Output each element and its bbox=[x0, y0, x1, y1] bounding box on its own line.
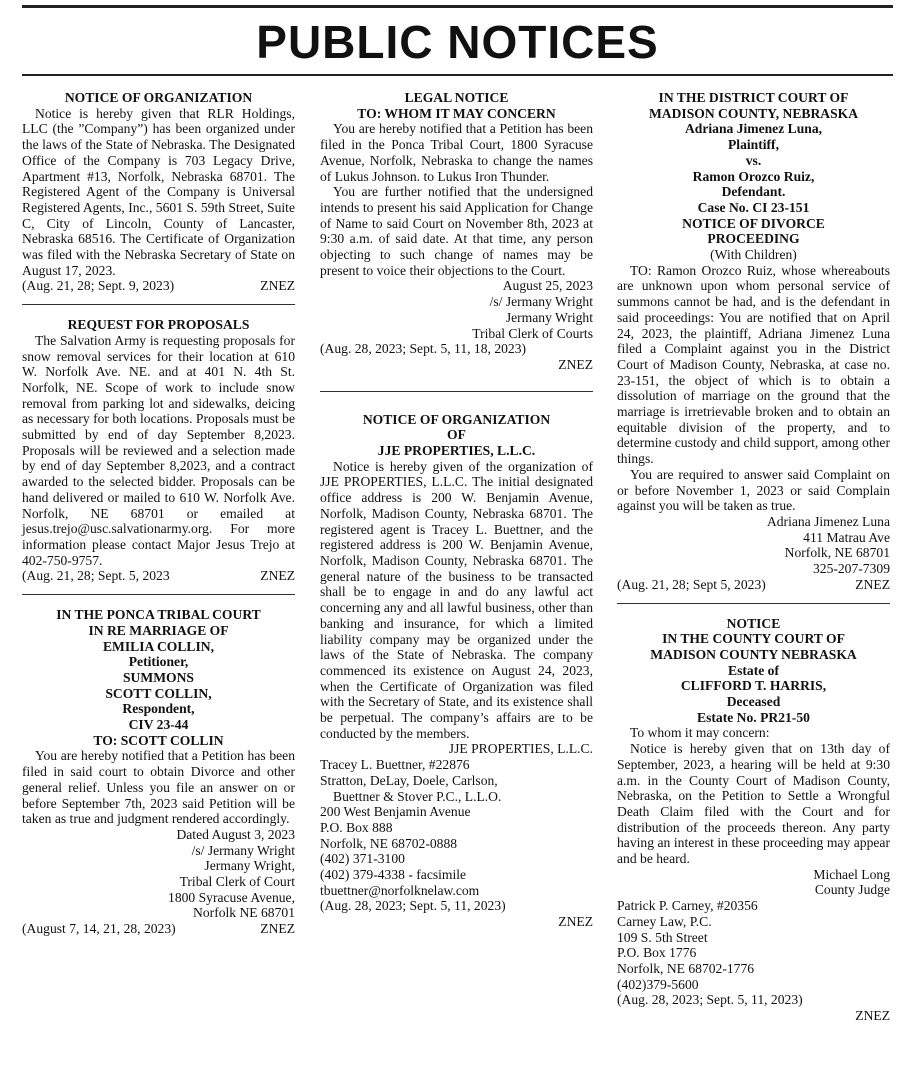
signature-line: Jermany Wright bbox=[505, 309, 593, 325]
contact-email: tbuettner@norfolknelaw.com bbox=[320, 882, 480, 898]
signature-line: /s/ Jermany Wright bbox=[191, 842, 295, 858]
notice-heading-line: Adriana Jimenez Luna, bbox=[684, 121, 823, 137]
signature-line: Norfolk, NE 68701 bbox=[784, 545, 890, 561]
notice-legal-name-change bbox=[320, 90, 593, 373]
signature-line: Adriana Jimenez Luna bbox=[766, 513, 890, 529]
column-1 bbox=[22, 90, 295, 937]
notice-heading-line: IN THE DISTRICT COURT OF bbox=[658, 90, 849, 105]
notice-heading-line: LEGAL NOTICE bbox=[404, 90, 509, 105]
notice-heading-line: Deceased bbox=[726, 694, 781, 710]
notice-heading-line: TO: WHOM IT MAY CONCERN bbox=[357, 105, 556, 121]
notice-heading-line: IN RE MARRIAGE OF bbox=[88, 622, 229, 638]
signature-line: Tribal Clerk of Courts bbox=[472, 325, 593, 341]
notice-heading-line: CLIFFORD T. HARRIS, bbox=[680, 678, 827, 694]
notice-body: You are hereby notified that a Petition has been filed in said court to obtain Divorce and other general relief. Unless you file an answer on or before September 7th, 2023 said Petition will be taken as true and judgment rendered accordingly. bbox=[22, 748, 295, 827]
notice-heading-line: TO: SCOTT COLLIN bbox=[93, 732, 224, 748]
notice-subheading: (With Children) bbox=[710, 247, 797, 263]
contact-line: Stratton, DeLay, Doele, Carlson, bbox=[320, 772, 498, 788]
notice-body: You are hereby notified that a Petition has been filed in the Ponca Tribal Court, 1800 Syracuse Avenue, Norfolk, Nebraska to change the names of Lukus Johnson. to Lukus Iron Thunder. bbox=[320, 121, 593, 184]
notice-heading-line: MADISON COUNTY, NEBRASKA bbox=[648, 105, 859, 121]
notice-body: You are further notified that the undersigned intends to present his said Application for Change of Name to said Court on November 8th, 2023 at 9:30 a.m. of said date. At that time, any person objecting to such change of names may be present to voice their objections to the Court. bbox=[320, 184, 593, 278]
notice-heading-line: Respondent, bbox=[122, 701, 195, 717]
notice-heading-line: JJE PROPERTIES, L.L.C. bbox=[377, 443, 536, 459]
contact-line: (402) 379-4338 - facsimile bbox=[320, 867, 467, 883]
notice-heading-line: NOTICE OF DIVORCE bbox=[682, 215, 825, 231]
notice-heading-line: Plaintiff, bbox=[728, 137, 779, 153]
notice-divider bbox=[22, 304, 295, 305]
notice-salutation: To whom it may concern: bbox=[630, 725, 770, 741]
publication-line bbox=[617, 577, 890, 593]
publication-line bbox=[22, 278, 295, 294]
notice-organization-rlr bbox=[22, 90, 295, 294]
notice-heading-line: IN THE PONCA TRIBAL COURT bbox=[56, 607, 261, 623]
contact-line: Norfolk, NE 68702-1776 bbox=[617, 960, 755, 976]
notice-body: Notice is hereby given that on 13th day of September, 2023, a hearing will be held at 9:30 a.m. in the County Court of Madison County, Nebraska, on the Petition to Settle a Wrongful Death Claim filed with the Court and for distribution of the proceeds thereon. Any party having an interest in these proceeding may appear and be heard. bbox=[617, 741, 890, 867]
contact-line: Carney Law, P.C. bbox=[617, 913, 712, 929]
contact-line: 200 West Benjamin Avenue bbox=[320, 804, 471, 820]
notice-body: Notice is hereby given that RLR Holdings, LLC (the ”Company”) has been organized under the laws of the State of Nebraska. The Designated Office of the Company is 703 Legacy Drive, Apartment #13, Norfolk, Nebraska 68701. The Registered Agent of the Company is Universal Registered Agents, Inc., 5601 S. 59th Street, Suite C, City of Lincoln, County of Lancaster, Nebraska 68516. The Certificate of Organization was filed with the Nebraska Secretary of State on August 17, 2023. bbox=[22, 105, 295, 278]
notice-divorce-proceeding bbox=[617, 90, 890, 593]
publication-code: ZNEZ bbox=[260, 568, 295, 584]
notice-heading-line: Estate No. PR21-50 bbox=[697, 709, 810, 725]
signature-line: 411 Matrau Ave bbox=[803, 529, 890, 545]
notice-heading-line: vs. bbox=[745, 152, 762, 168]
publication-dates: (Aug. 28, 2023; Sept. 5, 11, 2023) bbox=[320, 898, 506, 914]
publication-code: ZNEZ bbox=[260, 278, 295, 294]
notice-body: TO: Ramon Orozco Ruiz, whose whereabouts are unknown upon whom personal service of summons cannot be had, and is the defendant in said proceedings: You are notified that on April 24, 2023, the plaintiff, Adriana Jimenez Luna filed a Complaint against you in the District Court of Madison County, Nebraska, at case no. 23-151, the object of which is to obtain a dissolution of marriage on the ground that the marriage is irretrievable broken and to obtain an equitable division of the property, and to determine custody and child support, among other things. bbox=[617, 262, 890, 467]
signature-line: JJE PROPERTIES, L.L.C. bbox=[448, 741, 593, 757]
contact-line: 109 S. 5th Street bbox=[617, 929, 708, 945]
contact-line: Buettner & Stover P.C., L.L.O. bbox=[333, 788, 502, 804]
publication-dates: (Aug. 21, 28; Sept. 5, 2023 bbox=[22, 568, 170, 584]
signature-line: Michael Long bbox=[813, 866, 890, 882]
contact-line: P.O. Box 888 bbox=[320, 819, 393, 835]
notice-heading-line: IN THE COUNTY COURT OF bbox=[662, 631, 845, 647]
notice-heading-line: PROCEEDING bbox=[707, 231, 800, 247]
signature-line: /s/ Jermany Wright bbox=[489, 294, 593, 310]
top-rule bbox=[22, 5, 893, 8]
notice-heading-line: EMILIA COLLIN, bbox=[102, 638, 215, 654]
notice-request-for-proposals bbox=[22, 317, 295, 584]
contact-line: Patrick P. Carney, #20356 bbox=[617, 898, 758, 914]
notice-heading: REQUEST FOR PROPOSALS bbox=[67, 317, 250, 333]
publication-code: ZNEZ bbox=[558, 356, 593, 372]
contact-line: (402) 371-3100 bbox=[320, 851, 405, 867]
publication-dates: (Aug. 21, 28; Sept. 9, 2023) bbox=[22, 278, 175, 294]
title-rule bbox=[22, 74, 893, 76]
notice-organization-jje bbox=[320, 412, 593, 930]
notice-heading-line: SUMMONS bbox=[123, 669, 194, 685]
signature-line: Jermany Wright, bbox=[204, 858, 295, 874]
notice-divider bbox=[22, 594, 295, 595]
notice-heading: NOTICE OF ORGANIZATION bbox=[64, 90, 253, 105]
notice-heading-line: OF bbox=[447, 427, 466, 443]
notice-heading-line: Ramon Orozco Ruiz, bbox=[692, 168, 815, 184]
notice-heading-line: Defendant. bbox=[721, 184, 786, 200]
notice-heading-line: NOTICE bbox=[726, 615, 781, 631]
notice-divider bbox=[617, 603, 890, 604]
notice-body: The Salvation Army is requesting proposals for snow removal services for their location at 610 W. Norfolk Ave. NE. and at 401 N. 4th St. Norfolk, NE. Scope of work to include snow removal from parking lot and sidewalks, deicing as necessary for both locations. Proposals must be submitted by end of day September 8,2023. Proposals will be reviewed and a selection made by end of day September 8,2023, and a contract awarded to the selected bidder. Proposals can be hand delivered or mailed to 610 W. Norfolk Ave. Norfolk, NE 68701 or emailed at jesus.trejo@usc.salvationarmy.org. For more information please contact Major Jesus Trejo at 402-750-9757. bbox=[22, 332, 295, 568]
notice-ponca-summons bbox=[22, 607, 295, 937]
notice-heading-line: Case No. CI 23-151 bbox=[697, 199, 810, 215]
contact-line: P.O. Box 1776 bbox=[617, 945, 697, 961]
notice-estate-harris bbox=[617, 616, 890, 1024]
column-2 bbox=[320, 90, 593, 930]
notice-heading-line: NOTICE OF ORGANIZATION bbox=[362, 411, 551, 427]
notice-heading-line: Petitioner, bbox=[128, 654, 189, 670]
publication-dates: (Aug. 28, 2023; Sept. 5, 11, 18, 2023) bbox=[320, 341, 527, 357]
contact-line: (402)379-5600 bbox=[617, 976, 699, 992]
publication-code: ZNEZ bbox=[855, 1008, 890, 1024]
signature-line: Norfolk NE 68701 bbox=[193, 905, 295, 921]
signature-line: County Judge bbox=[814, 882, 890, 898]
notice-heading-line: SCOTT COLLIN, bbox=[105, 685, 212, 701]
publication-code: ZNEZ bbox=[855, 576, 890, 592]
signature-line: 325-207-7309 bbox=[812, 561, 890, 577]
publication-code: ZNEZ bbox=[558, 914, 593, 930]
notice-heading-line: Estate of bbox=[728, 662, 779, 678]
signature-line: Tribal Clerk of Court bbox=[179, 874, 295, 890]
notice-heading-line: MADISON COUNTY NEBRASKA bbox=[650, 646, 857, 662]
publication-code: ZNEZ bbox=[260, 921, 295, 937]
contact-line: Norfolk, NE 68702-0888 bbox=[320, 835, 458, 851]
publication-dates: (Aug. 21, 28; Sept 5, 2023) bbox=[617, 576, 766, 592]
notice-divider bbox=[320, 391, 593, 392]
page-title: PUBLIC NOTICES bbox=[256, 16, 659, 68]
signature-line: August 25, 2023 bbox=[502, 278, 593, 294]
contact-line: Tracey L. Buettner, #22876 bbox=[320, 757, 470, 773]
notice-heading-line: CIV 23-44 bbox=[128, 717, 189, 733]
signature-line: 1800 Syracuse Avenue, bbox=[168, 889, 295, 905]
notice-body: Notice is hereby given of the organization of JJE PROPERTIES, L.L.C. The initial designated office address is 200 W. Benjamin Avenue, Norfolk, Madison County, Nebraska 68701. The registered agent is Tracey L. Buettner, and the registered address is 200 W. Benjamin Avenue, Norfolk, Madison County, Nebraska 68701. The general nature of the business to be transacted shall be to engage in and do any lawful act concerning any and all lawful business, other than banking and insurance, for which a limited liability company may be organized under the laws of the State of Nebraska. The company commenced its existence on August 24, 2023, when the Certificate of Organization was filed with the Secretary of State, and its existence shall be perpetual. The company’s affairs are to be conducted by the members. bbox=[320, 458, 593, 741]
publication-line bbox=[22, 921, 295, 937]
notice-body: You are required to answer said Complaint on or before November 1, 2023 or said Complain against you will be taken as true. bbox=[617, 466, 890, 514]
signature-line: Dated August 3, 2023 bbox=[176, 826, 295, 842]
publication-dates: (Aug. 28, 2023; Sept. 5, 11, 2023) bbox=[617, 992, 803, 1008]
column-3 bbox=[617, 90, 890, 1024]
publication-line bbox=[22, 568, 295, 584]
publication-dates: (August 7, 14, 21, 28, 2023) bbox=[22, 921, 176, 937]
